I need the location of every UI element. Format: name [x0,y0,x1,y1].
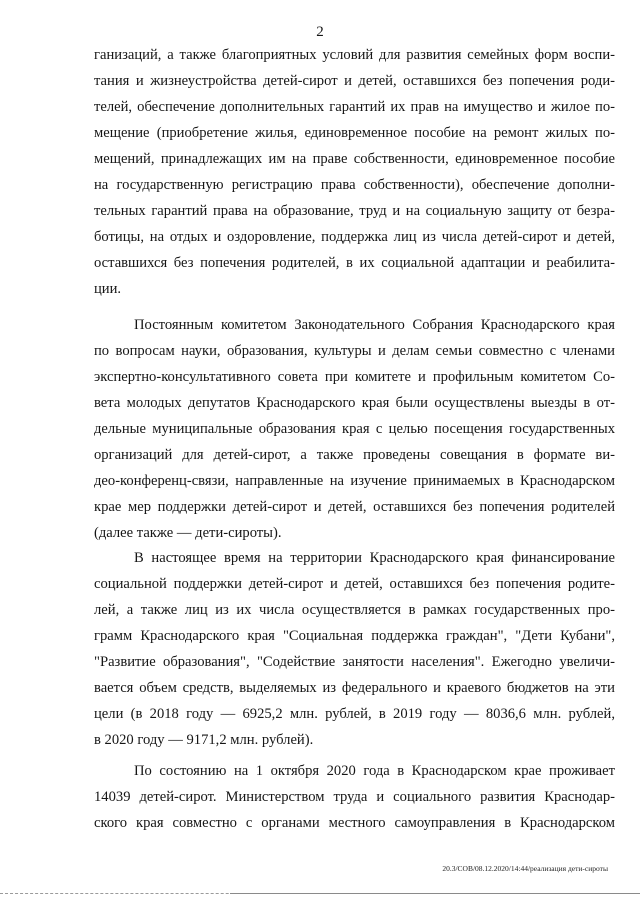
text-line: организаций для детей-сирот, а также проведены совещания в формате ви- [94,447,615,463]
text-line: В настоящее время на территории Краснодарского края финансирование [134,550,615,566]
text-line: 14039 детей-сирот. Министерством труда и социального развития Краснодар- [94,789,615,805]
text-line: телей, обеспечение дополнительных гарантий их прав на имущество и жилое по- [94,99,615,115]
footer-document-reference: 20.3/СОВ/08.12.2020/14:44/реализация дети-сироты [442,864,608,873]
text-line: тания и жизнеустройства детей-сирот и детей, оставшихся без попечения роди- [94,73,615,89]
text-line: по вопросам науки, образования, культуры и делам семьи совместно с членами [94,343,615,359]
page-number: 2 [316,24,324,40]
text-line: тельных гарантий права на образование, труд и на социальную защиту от безра- [94,203,615,219]
text-line: крае мер поддержки детей-сирот и детей, оставшихся без попечения родителей [94,499,615,515]
text-line: ского края совместно с органами местного самоуправления в Краснодарском [94,815,615,831]
text-line: мещение (приобретение жилья, единовременное пособие на ремонт жилых по- [94,125,615,141]
text-line: грамм Краснодарского края "Социальная поддержка граждан", "Дети Кубани", [94,628,615,644]
text-line: По состоянию на 1 октября 2020 года в Краснодарском крае проживает [134,763,615,779]
text-line: ганизаций, а также благоприятных условий для развития семейных форм воспи- [94,47,615,63]
text-line: цели (в 2018 году — 6925,2 млн. рублей, в 2019 году — 8036,6 млн. рублей, [94,706,615,722]
text-line: "Развитие образования", "Содействие занятости населения". Ежегодно увеличи- [94,654,615,670]
text-line: в 2020 году — 9171,2 млн. рублей). [94,732,314,748]
text-line: ботицы, на отдых и оздоровление, поддержка лиц из числа детей-сирот и детей, [94,229,615,245]
text-line: лей, а также лиц из их числа осуществляется в рамках государственных про- [94,602,615,618]
text-line: вета молодых депутатов Краснодарского края были осуществлены выезды в от- [94,395,615,411]
text-line: ции. [94,281,122,297]
text-line: дельные муниципальные образования края с целью посещения государственных [94,421,615,437]
text-line: социальной поддержки детей-сирот и детей, оставшихся без попечения родите- [94,576,615,592]
text-line: Постоянным комитетом Законодательного Собрания Краснодарского края [134,317,615,333]
text-line: на государственную регистрацию права собственности), обеспечение дополни- [94,177,615,193]
text-line: (далее также — дети-сироты). [94,525,282,541]
text-line: оставшихся без попечения родителей, в их социальной адаптации и реабилита- [94,255,615,271]
text-line: вается объем средств, выделяемых из федерального и краевого бюджетов на эти [94,680,615,696]
text-line: део-конференц-связи, направленные на изучение принимаемых в Краснодарском [94,473,615,489]
text-line: мещений, принадлежащих им на праве собственности, единовременное пособие [94,151,615,167]
text-line: экспертно-консультативного совета при комитете и профильным комитетом Со- [94,369,615,385]
bottom-scan-divider-solid [230,893,640,894]
